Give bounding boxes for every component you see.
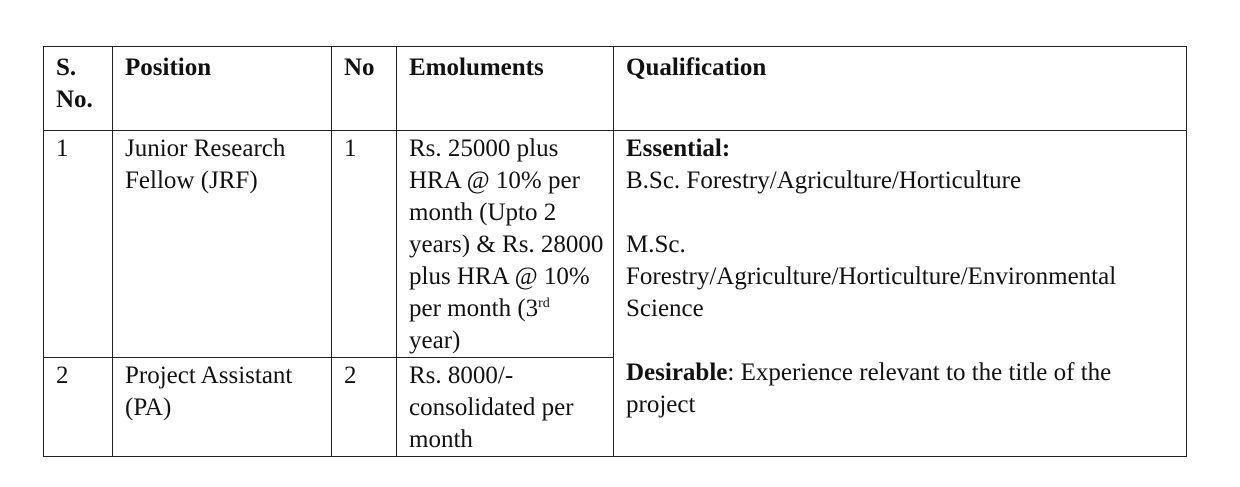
cell-sno: 1 [44,131,113,358]
cell-emoluments [397,131,614,358]
desirable-label: Desirable [626,359,728,386]
positions-table [43,46,1187,457]
essential-label: Essential: [626,135,731,162]
cell-sno: 2 [44,358,113,457]
cell-qualification [614,131,1187,457]
positions-table-container [43,46,1187,457]
cell-position: Junior Research Fellow (JRF) [113,131,332,358]
table-header-row [44,47,1187,131]
header-qualification: Qualification [614,47,1187,131]
header-emoluments: Emoluments [397,47,614,131]
cell-position: Project Assistant (PA) [113,358,332,457]
header-no: No [332,47,397,131]
desirable-text: : Experience relevant to the title of the project [626,359,1112,418]
cell-emoluments: Rs. 8000/- consolidated per month [397,358,614,457]
header-sno: S. No. [44,47,113,131]
header-position: Position [113,47,332,131]
essential-line-1: B.Sc. Forestry/Agriculture/Horticulture [626,167,1022,194]
table-row [44,131,1187,358]
emoluments-tail: year) [409,327,461,354]
emoluments-text: Rs. 25000 plus HRA @ 10% per month (Upto 2 years) & Rs. 28000 plus HRA @ 10% per month (3 [409,135,604,322]
essential-line-2: M.Sc. Forestry/Agriculture/Horticulture/Environmental Science [626,231,1117,322]
ordinal-suffix: rd [538,296,550,311]
cell-no: 2 [332,358,397,457]
cell-no: 1 [332,131,397,358]
